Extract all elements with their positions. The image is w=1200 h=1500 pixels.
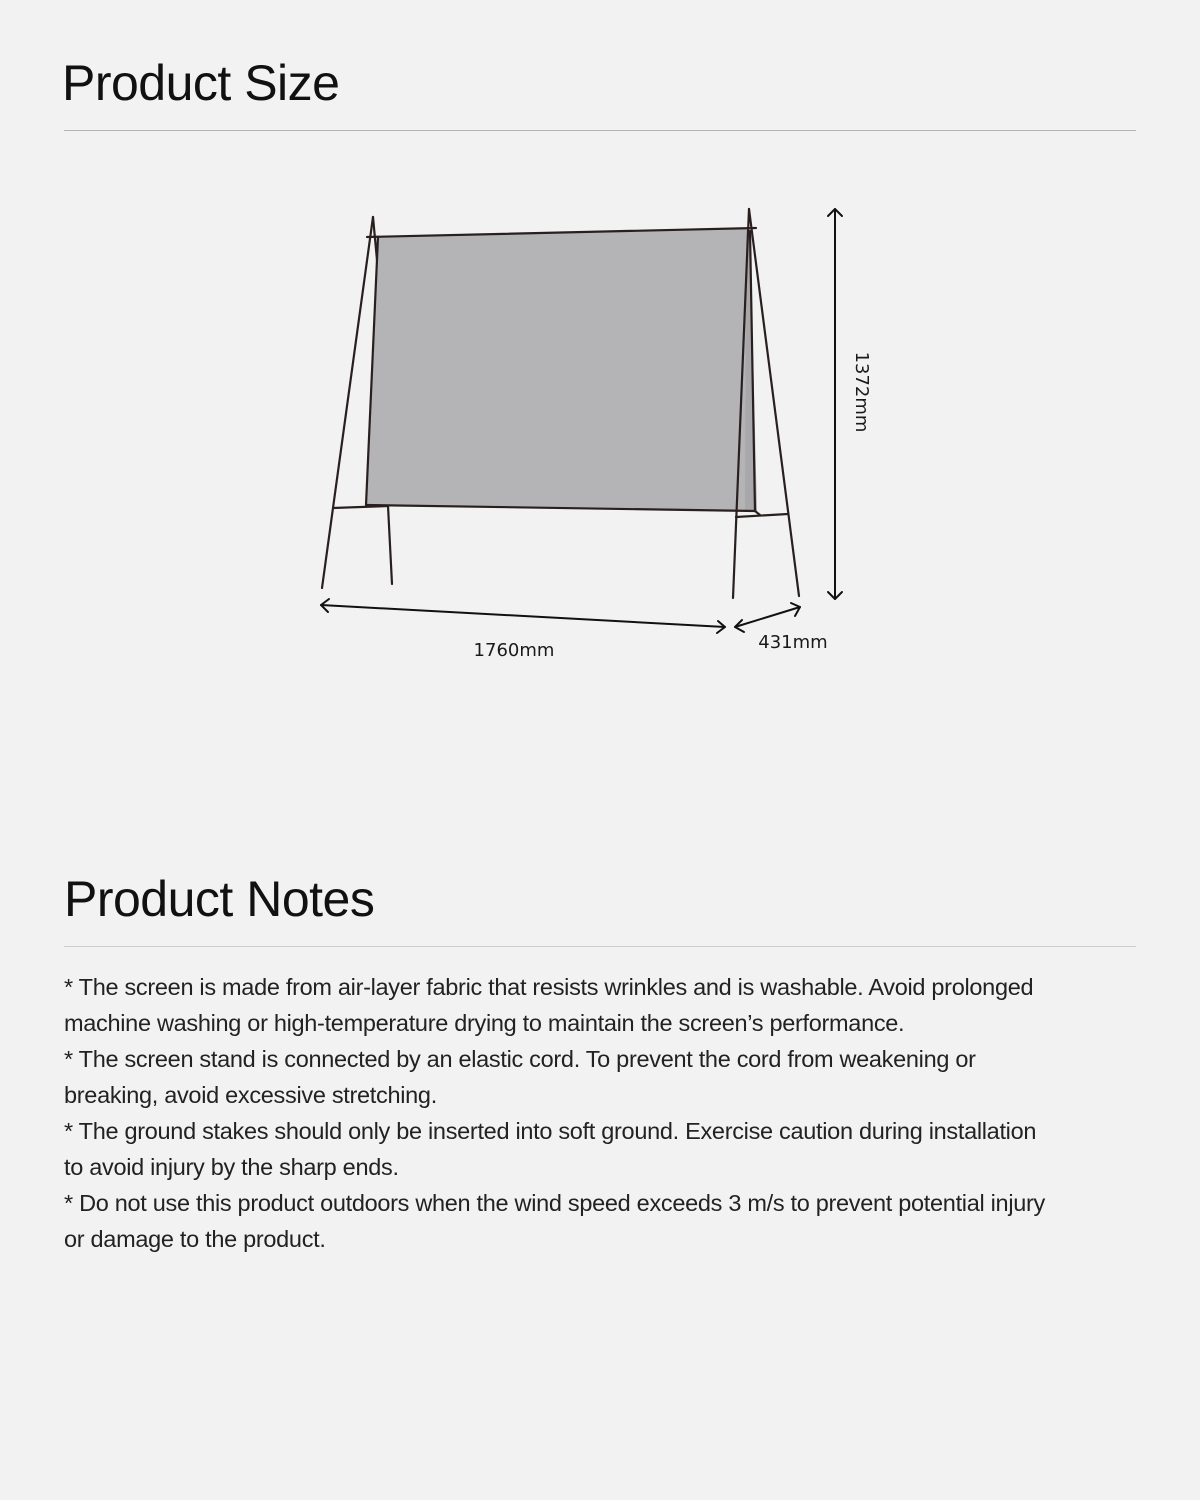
height-dimension-arrow [828, 209, 842, 599]
note-item [64, 1185, 1144, 1257]
screen-fabric [366, 229, 755, 511]
note-text: * Do not use this product outdoors when the wind speed exceeds 3 m/s to prevent potential injury [64, 1190, 1045, 1216]
product-notes-list [64, 969, 1144, 1257]
section-title-product-notes: Product Notes [64, 871, 375, 927]
height-dimension-label: 1372mm [851, 351, 872, 433]
depth-dimension-label: 431mm [758, 632, 828, 653]
note-text: breaking, avoid excessive stretching. [64, 1082, 437, 1108]
product-dimension-diagram [0, 0, 1200, 700]
depth-dimension-arrow [735, 603, 800, 632]
width-dimension-arrow [321, 599, 725, 633]
note-text: * The screen stand is connected by an elastic cord. To prevent the cord from weakening or [64, 1046, 976, 1072]
note-item [64, 969, 1144, 1041]
note-item [64, 1113, 1144, 1185]
divider [64, 946, 1136, 947]
width-dimension-label: 1760mm [473, 640, 555, 661]
note-text: to avoid injury by the sharp ends. [64, 1154, 399, 1180]
note-text: * The ground stakes should only be inserted into soft ground. Exercise caution during installation [64, 1118, 1037, 1144]
note-text: * The screen is made from air-layer fabric that resists wrinkles and is washable. Avoid prolonged [64, 974, 1034, 1000]
section-title-product-size: Product Size [62, 55, 340, 111]
note-text: machine washing or high-temperature drying to maintain the screen’s performance. [64, 1010, 905, 1036]
note-item [64, 1041, 1144, 1113]
note-text: or damage to the product. [64, 1226, 326, 1252]
